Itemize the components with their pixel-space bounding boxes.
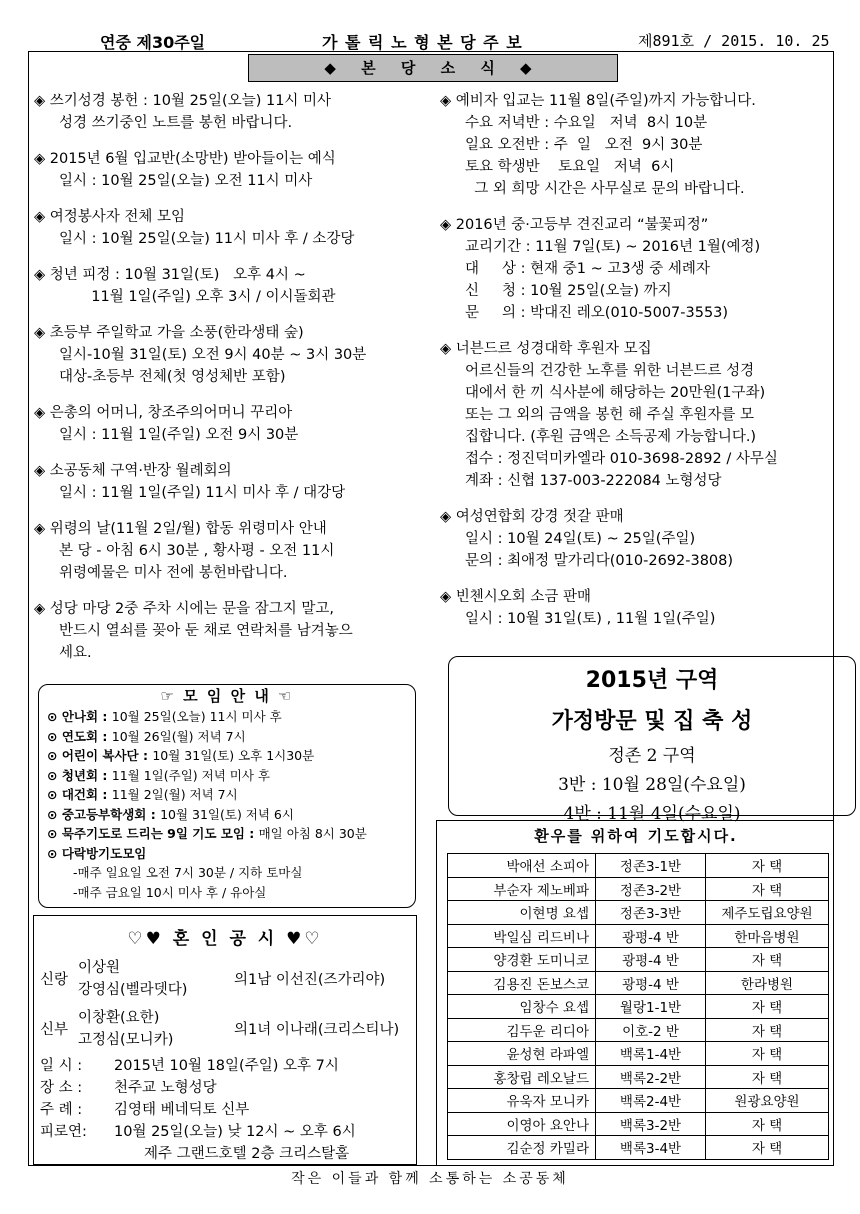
groom-mother: 강영심(벨라뎃다) xyxy=(78,982,188,998)
news-item-heading: ◈ 여정봉사자 전체 모임 xyxy=(34,209,186,225)
wedding-info-value: 천주교 노형성당 xyxy=(114,1080,217,1096)
home-visit-year: 2015년 구역 xyxy=(585,668,719,693)
wedding-info-value: 2015년 10월 18일(주일) 오후 7시 xyxy=(114,1058,339,1074)
home-visit-ban4: 4반 : 11월 4일(수요일) xyxy=(563,804,741,824)
news-item xyxy=(440,90,834,200)
patient-name: 박애선 소피아 xyxy=(448,854,596,878)
news-item-heading: ◈ 예비자 입교는 11월 8일(주일)까지 가능합니다. xyxy=(440,93,756,109)
bride-mother: 고정심(모니카) xyxy=(78,1032,174,1048)
wedding-info-value: 10월 25일(오늘) 낮 12시 ~ 오후 6시 xyxy=(114,1124,356,1140)
news-item-heading: ◈ 쓰기성경 봉헌 : 10월 25일(오늘) 11시 미사 xyxy=(34,93,332,109)
news-item-line: 대에서 한 끼 식사분에 해당하는 20만원(1구좌) xyxy=(465,385,766,401)
meeting-time: 10월 31일(토) 오후 1시30분 xyxy=(152,748,315,763)
wedding-info-label: 일 시 : xyxy=(40,1058,83,1074)
patient-location: 자 택 xyxy=(706,854,829,878)
table-row xyxy=(448,948,829,972)
patient-location: 한라병원 xyxy=(706,971,829,995)
patient-district: 백록2-2반 xyxy=(596,1065,706,1089)
news-item xyxy=(440,214,834,324)
news-item-heading: ◈ 은총의 어머니, 창조주의어머니 꾸리아 xyxy=(34,405,293,421)
table-row xyxy=(448,1065,829,1089)
news-item xyxy=(34,148,424,192)
patient-district: 백록2-4반 xyxy=(596,1089,706,1113)
wedding-info-label: 주 례 : xyxy=(40,1102,83,1118)
meeting-subitem: -매주 일요일 오전 7시 30분 / 지하 토마실 xyxy=(73,865,303,880)
news-item-heading: ◈ 초등부 주일학교 가을 소풍(한라생태 숲) xyxy=(34,325,304,341)
wedding-info-label: 장 소 : xyxy=(40,1080,83,1096)
groom-name: 의1남 이선진(즈가리야) xyxy=(234,972,386,988)
news-item-line: 대상-초등부 전체(첫 영성체반 포함) xyxy=(59,369,286,385)
patient-location: 원광요양원 xyxy=(706,1089,829,1113)
news-item xyxy=(34,206,424,250)
patient-location: 제주도립요양원 xyxy=(706,901,829,925)
table-row xyxy=(448,1112,829,1136)
table-row xyxy=(448,1136,829,1160)
news-item xyxy=(440,338,834,492)
patient-name: 이영아 요안나 xyxy=(448,1112,596,1136)
bride-name: 의1녀 이나래(크리스티나) xyxy=(234,1022,400,1038)
patient-name: 홍창립 레오날드 xyxy=(448,1065,596,1089)
news-item xyxy=(34,598,424,664)
news-item-line: 위령예물은 미사 전에 봉헌바랍니다. xyxy=(59,565,288,581)
news-item xyxy=(440,586,834,630)
news-item-line: 11월 1일(주일) 오후 3시 / 이시돌회관 xyxy=(59,289,336,305)
patient-district: 정존3-2반 xyxy=(596,877,706,901)
patient-name: 윤성현 라파엘 xyxy=(448,1042,596,1066)
news-item-line: 본 당 - 아침 6시 30분 , 황사평 - 오전 11시 xyxy=(59,543,335,559)
meeting-group: ⊙ 대건회 : xyxy=(47,787,112,802)
meeting-subitem: -매주 금요일 10시 미사 후 / 유아실 xyxy=(73,884,267,900)
news-item-line: 접수 : 정진덕미카엘라 010-3698-2892 / 사무실 xyxy=(465,451,778,467)
patient-district: 이호-2 반 xyxy=(596,1018,706,1042)
news-item-line: 일시 : 11월 1일(주일) 오전 9시 30분 xyxy=(59,427,299,443)
home-visit-ban3: 3반 : 10월 28일(수요일) xyxy=(558,775,746,795)
patient-name: 박일심 리드비나 xyxy=(448,924,596,948)
meeting-group: ⊙ 연도회 : xyxy=(47,728,112,744)
table-row xyxy=(448,971,829,995)
patient-name: 양경환 도미니코 xyxy=(448,948,596,972)
right-news-column xyxy=(440,90,834,644)
patient-name: 김용진 돈보스코 xyxy=(448,971,596,995)
table-row xyxy=(448,924,829,948)
groom-label: 신랑 xyxy=(40,972,69,988)
news-item-line: 어르신들의 건강한 노후를 위한 너븐드르 성경 xyxy=(465,363,755,379)
patient-name: 부순자 제노베파 xyxy=(448,877,596,901)
meeting-item xyxy=(47,844,415,864)
news-item-heading: ◈ 2016년 중·고등부 견진교리 “불꽃피정” xyxy=(440,217,709,233)
meeting-box xyxy=(38,684,416,908)
news-item xyxy=(34,264,424,308)
patient-district: 월랑1-1반 xyxy=(596,995,706,1019)
news-item-line: 신 청 : 10월 25일(오늘) 까지 xyxy=(465,283,672,299)
news-item-line: 교리기간 : 11월 7일(토) ~ 2016년 1월(예정) xyxy=(465,239,761,255)
news-item-heading: ◈ 여성연합회 강경 젓갈 판매 xyxy=(440,509,624,525)
patient-location: 자 택 xyxy=(706,1042,829,1066)
news-item-heading: ◈ 위령의 날(11월 2일/월) 합동 위령미사 안내 xyxy=(34,521,327,537)
meeting-title: ☞ 모 임 안 내 ☜ xyxy=(160,687,294,705)
wedding-notice xyxy=(33,915,417,1165)
table-row xyxy=(448,1018,829,1042)
groom-father: 이상원 xyxy=(78,960,121,976)
table-row xyxy=(448,901,829,925)
patient-district: 백록1-4반 xyxy=(596,1042,706,1066)
news-item-line: 일시 : 10월 25일(오늘) 11시 미사 후 / 소강당 xyxy=(59,231,355,247)
patient-location: 자 택 xyxy=(706,877,829,901)
patient-location: 자 택 xyxy=(706,948,829,972)
meeting-time: 매일 아침 8시 30분 xyxy=(258,826,367,841)
prayer-box xyxy=(436,820,834,1166)
left-news-column xyxy=(34,90,424,678)
news-item-heading: ◈ 2015년 6월 입교반(소망반) 받아들이는 예식 xyxy=(34,151,336,167)
bride-label: 신부 xyxy=(40,1022,69,1038)
meeting-group: ⊙ 어린이 복사단 : xyxy=(47,748,153,763)
news-item-heading: ◈ 성당 마당 2중 주차 시에는 문을 잠그지 말고, xyxy=(34,601,334,617)
news-item-heading: ◈ 너븐드르 성경대학 후원자 모집 xyxy=(440,341,652,357)
meeting-time: 10월 25일(오늘) 11시 미사 후 xyxy=(111,709,282,724)
meeting-group: ⊙ 다락방기도모임 xyxy=(47,845,147,861)
meeting-time: 10월 26일(월) 저녁 7시 xyxy=(111,728,246,744)
news-item-line: 일시 : 11월 1일(주일) 11시 미사 후 / 대강당 xyxy=(59,485,346,501)
meeting-item xyxy=(47,707,415,727)
footer-slogan: 작은 이들과 함께 소통하는 소공동체 xyxy=(291,1171,569,1187)
wedding-info-value: 김영태 베네딕토 신부 xyxy=(114,1102,250,1118)
wedding-info-value: 제주 그랜드호텔 2층 크리스탈홀 xyxy=(144,1146,350,1162)
bulletin-title: 가 톨 릭 노 형 본 당 주 보 xyxy=(322,33,523,52)
patient-district: 정존3-1반 xyxy=(596,854,706,878)
patient-district: 광평-4 반 xyxy=(596,948,706,972)
patient-location: 자 택 xyxy=(706,1018,829,1042)
patient-district: 백록3-4반 xyxy=(596,1136,706,1160)
patient-district: 백록3-2반 xyxy=(596,1112,706,1136)
news-item-line: 일시-10월 31일(토) 오전 9시 40분 ~ 3시 30분 xyxy=(59,347,367,363)
patient-district: 광평-4 반 xyxy=(596,924,706,948)
news-item-line: 세요. xyxy=(59,645,92,661)
news-item-line: 집합니다. (후원 금액은 소득공제 가능합니다.) xyxy=(465,429,757,445)
meeting-item xyxy=(47,746,415,766)
liturgical-week: 연중 제30주일 xyxy=(100,33,206,52)
table-row xyxy=(448,877,829,901)
table-row xyxy=(448,995,829,1019)
news-item-heading: ◈ 빈첸시오회 소금 판매 xyxy=(440,589,592,605)
news-item xyxy=(34,402,424,446)
news-item xyxy=(440,506,834,572)
news-item-line: 대 상 : 현재 중1 ~ 고3생 중 세례자 xyxy=(465,261,710,277)
patient-name: 이현명 요셉 xyxy=(448,901,596,925)
patient-name: 김순정 카밀라 xyxy=(448,1136,596,1160)
home-visit-title: 가정방문 및 집 축 성 xyxy=(551,709,753,734)
meeting-time: 11월 2일(월) 저녁 7시 xyxy=(111,787,238,802)
news-item-line: 토요 학생반 토요일 저녁 6시 xyxy=(465,159,675,175)
meeting-group: ⊙ 안나회 : xyxy=(47,709,112,724)
bulletin-header xyxy=(0,30,860,52)
meeting-list xyxy=(39,707,415,902)
news-item-line: 일요 오전반 : 주 일 오전 9시 30분 xyxy=(465,137,703,153)
wedding-title: ♡♥ 혼 인 공 시 ♥♡ xyxy=(127,929,323,949)
news-item-line: 수요 저녁반 : 수요일 저녁 8시 10분 xyxy=(465,115,708,131)
meeting-item xyxy=(47,785,415,805)
table-row xyxy=(448,1089,829,1113)
patient-location: 한마음병원 xyxy=(706,924,829,948)
news-item-heading: ◈ 소공동체 구역·반장 월례회의 xyxy=(34,463,232,479)
bride-father: 이창환(요한) xyxy=(78,1010,160,1026)
patient-location: 자 택 xyxy=(706,995,829,1019)
news-item-line: 문의 : 최애정 말가리다(010-2692-3808) xyxy=(465,553,734,569)
prayer-table xyxy=(447,853,829,1160)
news-item-line: 일시 : 10월 25일(오늘) 오전 11시 미사 xyxy=(59,173,313,189)
news-item-line: 계좌 : 신협 137-003-222084 노형성당 xyxy=(465,473,722,489)
news-item-line: 또는 그 외의 금액을 봉헌 해 주실 후원자를 모 xyxy=(465,407,754,423)
news-item-line: 문 의 : 박대진 레오(010-5007-3553) xyxy=(465,305,729,321)
patient-district: 광평-4 반 xyxy=(596,971,706,995)
home-visit-district: 정존 2 구역 xyxy=(608,746,696,766)
prayer-title: 환우를 위하여 기도합시다. xyxy=(534,827,738,845)
patient-location: 자 택 xyxy=(706,1136,829,1160)
news-item xyxy=(34,90,424,134)
meeting-group: ⊙ 청년회 : xyxy=(47,767,112,783)
patient-name: 임창수 요셉 xyxy=(448,995,596,1019)
news-item-line: 일시 : 10월 31일(토) , 11월 1일(주일) xyxy=(465,611,716,627)
news-item xyxy=(34,322,424,388)
patient-location: 자 택 xyxy=(706,1112,829,1136)
table-row xyxy=(448,854,829,878)
news-item-line: 성경 쓰기중인 노트를 봉헌 바랍니다. xyxy=(59,115,293,131)
meeting-group: ⊙ 묵주기도로 드리는 9일 기도 모임 : xyxy=(47,826,259,841)
patient-location: 자 택 xyxy=(706,1065,829,1089)
meeting-item xyxy=(47,824,415,844)
news-item-heading: ◈ 청년 피정 : 10월 31일(토) 오후 4시 ~ xyxy=(34,267,306,283)
news-item-line: 일시 : 10월 24일(토) ~ 25일(주일) xyxy=(465,531,696,547)
meeting-item xyxy=(47,805,415,825)
meeting-item xyxy=(47,727,415,747)
table-row xyxy=(448,1042,829,1066)
wedding-info-label: 피로연: xyxy=(40,1124,87,1140)
meeting-group: ⊙ 중고등부학생회 : xyxy=(47,806,161,822)
meeting-time: 10월 31일(토) 저녁 6시 xyxy=(160,806,294,822)
meeting-item xyxy=(47,766,415,786)
patient-district: 정존3-3반 xyxy=(596,901,706,925)
patient-name: 유욱자 모니카 xyxy=(448,1089,596,1113)
news-item xyxy=(34,460,424,504)
meeting-time: 11월 1일(주일) 저녁 미사 후 xyxy=(111,767,270,783)
issue-date: 제891호 / 2015. 10. 25 xyxy=(638,32,830,50)
patient-name: 김두운 리디아 xyxy=(448,1018,596,1042)
home-visit-box xyxy=(448,656,856,824)
news-item-line: 반드시 열쇠를 꽂아 둔 채로 연락처를 남겨놓으 xyxy=(59,623,353,639)
news-item-line: 그 외 희망 시간은 사무실로 문의 바랍니다. xyxy=(465,181,745,197)
section-banner: ◆ 본 당 소 식 ◆ xyxy=(248,54,618,82)
news-item xyxy=(34,518,424,584)
